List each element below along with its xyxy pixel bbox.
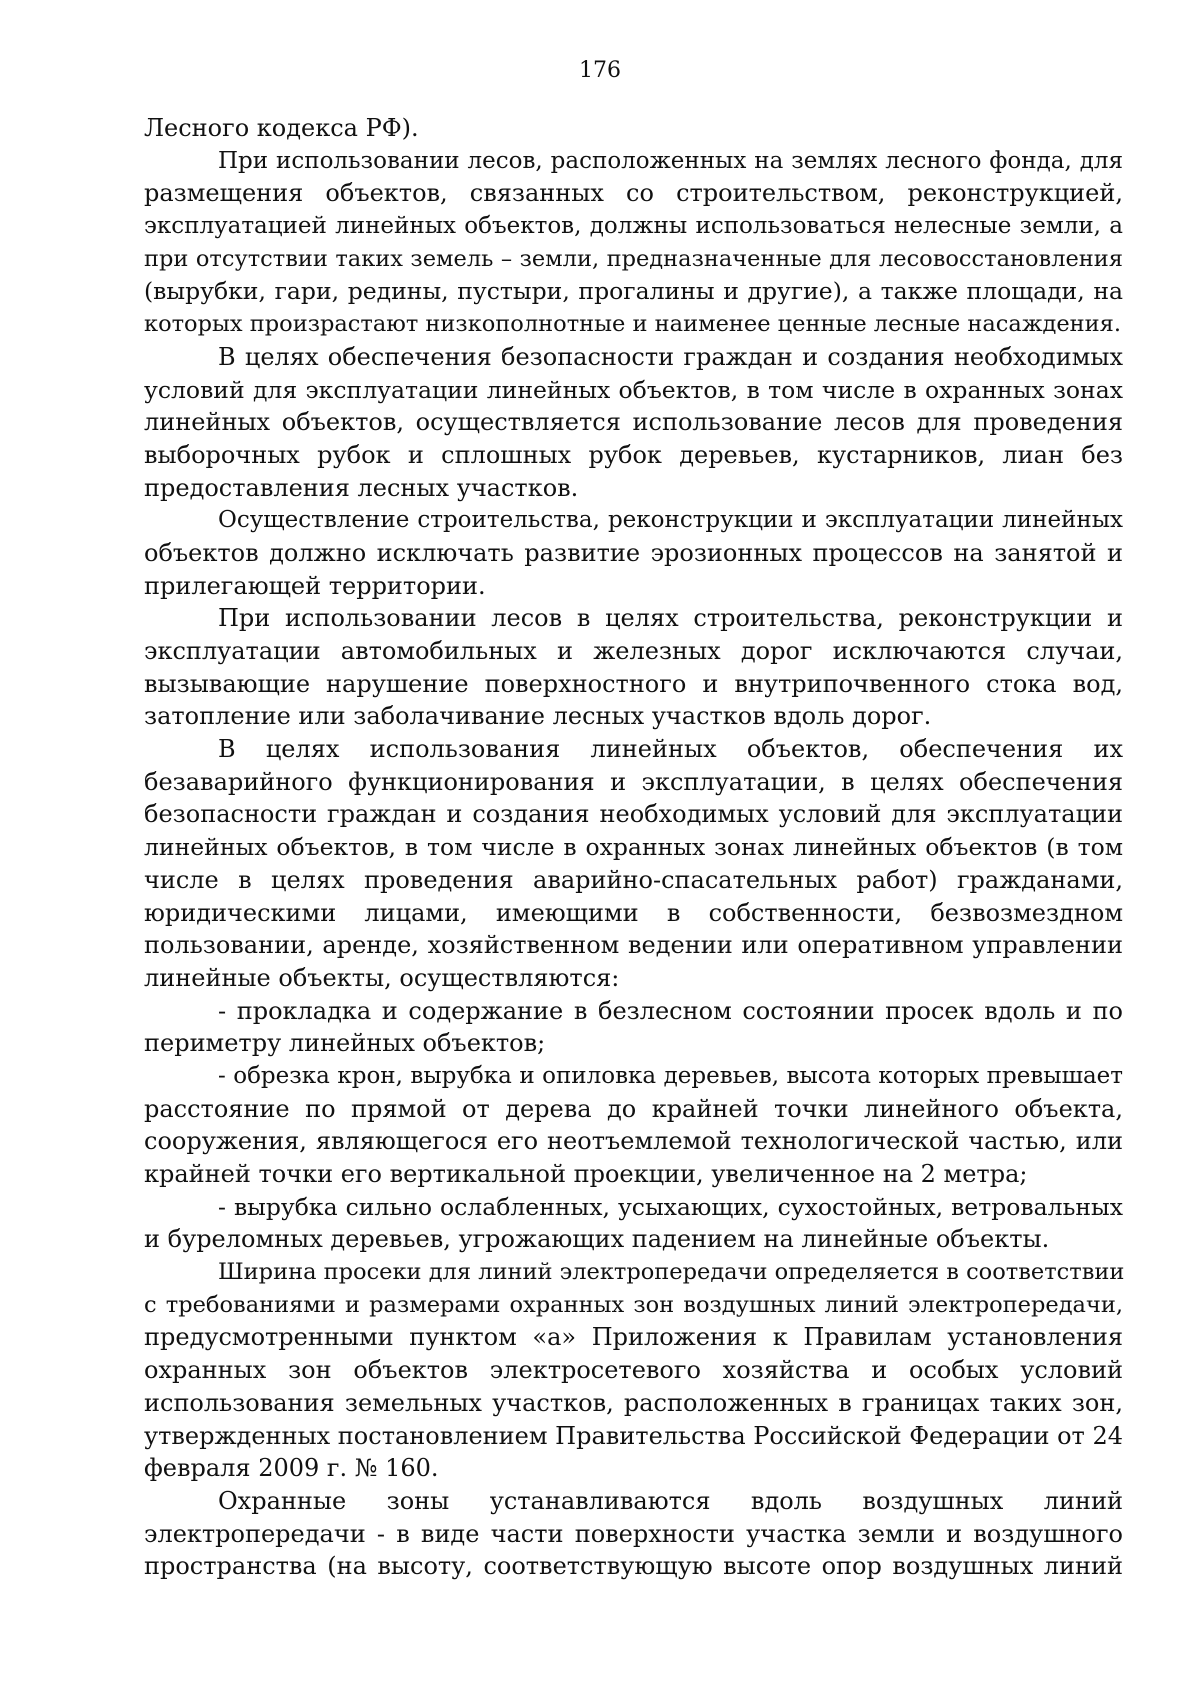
text-line: электропередачи - в виде части поверхности участка земли и воздушного <box>144 1519 1123 1548</box>
text-line: безаварийного функционирования и эксплуатации, в целях обеспечения <box>144 767 1123 796</box>
document-body <box>144 112 1123 1583</box>
text-line: размещения объектов, связанных со строительством, реконструкцией, <box>144 179 1123 208</box>
text-line: условий для эксплуатации линейных объектов, в том числе в охранных зонах <box>144 375 1123 404</box>
text-line: вызывающие нарушение поверхностного и внутрипочвенного стока вод, <box>144 669 1123 698</box>
text-line: эксплуатации автомобильных и железных дорог исключаются случаи, <box>144 637 1123 665</box>
text-line: При использовании лесов, расположенных на землях лесного фонда, для <box>218 147 1123 174</box>
text-line: линейных объектов, осуществляется использование лесов для проведения <box>144 408 1123 437</box>
text-line: объектов должно исключать развитие эрозионных процессов на занятой и <box>144 538 1123 567</box>
text-line: крайней точки его вертикальной проекции, увеличенное на 2 метра; <box>144 1160 1028 1188</box>
text-line: затопление или заболачивание лесных участков вдоль дорог. <box>144 702 932 731</box>
text-line: февраля 2009 г. № 160. <box>144 1454 439 1483</box>
text-line: безопасности граждан и создания необходимых условий для эксплуатации <box>144 800 1123 829</box>
text-line: предусмотренными пунктом «а» Приложения к Правилам установления <box>144 1323 1123 1352</box>
text-line: расстояние по прямой от дерева до крайней точки линейного объекта, <box>144 1094 1123 1123</box>
text-line: - вырубка сильно ослабленных, усыхающих, сухостойных, ветровальных <box>218 1192 1123 1221</box>
text-line: Охранные зоны устанавливаются вдоль воздушных линий <box>218 1486 1123 1515</box>
text-line: В целях использования линейных объектов, обеспечения их <box>218 735 1123 764</box>
text-line: Лесного кодекса РФ). <box>144 114 419 142</box>
text-line: пространства (на высоту, соответствующую высоте опор воздушных линий <box>144 1552 1123 1581</box>
text-line: (вырубки, гари, редины, пустыри, прогалины и другие), а также площади, на <box>144 277 1123 306</box>
text-line: - обрезка крон, вырубка и опиловка деревьев, высота которых превышает <box>218 1062 1123 1089</box>
text-line: числе в целях проведения аварийно-спасательных работ) гражданами, <box>144 865 1123 894</box>
text-line: использования земельных участков, расположенных в границах таких зон, <box>144 1388 1123 1417</box>
text-line: периметру линейных объектов; <box>144 1029 546 1058</box>
text-line: предоставления лесных участков. <box>144 473 579 502</box>
text-line: и буреломных деревьев, угрожающих падением на линейные объекты. <box>144 1225 1050 1254</box>
text-line: эксплуатацией линейных объектов, должны использоваться нелесные земли, а <box>144 213 1123 240</box>
text-line: Осуществление строительства, реконструкции и эксплуатации линейных <box>218 507 1123 534</box>
text-line: при отсутствии таких земель – земли, предназначенные для лесовосстановления <box>144 245 1123 272</box>
page-number: 176 <box>579 58 621 83</box>
text-line: выборочных рубок и сплошных рубок деревьев, кустарников, лиан без <box>144 440 1123 469</box>
text-line: линейные объекты, осуществляются: <box>144 963 620 992</box>
text-line: пользовании, аренде, хозяйственном ведении или оперативном управлении <box>144 931 1123 960</box>
text-line: линейных объектов, в том числе в охранных зонах линейных объектов (в том <box>144 833 1123 862</box>
text-line: - прокладка и содержание в безлесном состоянии просек вдоль и по <box>218 996 1123 1025</box>
text-line: При использовании лесов в целях строительства, реконструкции и <box>218 604 1123 633</box>
text-line: охранных зон объектов электросетевого хозяйства и особых условий <box>144 1356 1123 1385</box>
text-line: утвержденных постановлением Правительства Российской Федерации от 24 <box>144 1421 1123 1450</box>
text-line: прилегающей территории. <box>144 571 486 600</box>
text-line: сооружения, являющегося его неотъемлемой технологической частью, или <box>144 1127 1123 1156</box>
text-line: Ширина просеки для линий электропередачи определяется в соответствии <box>218 1259 1125 1286</box>
text-line: которых произрастают низкополнотные и наименее ценные лесные насаждения. <box>144 311 1122 338</box>
text-line: с требованиями и размерами охранных зон воздушных линий электропередачи, <box>144 1291 1123 1318</box>
text-line: юридическими лицами, имеющими в собственности, безвозмездном <box>144 898 1123 927</box>
text-line: В целях обеспечения безопасности граждан и создания необходимых <box>218 342 1123 371</box>
